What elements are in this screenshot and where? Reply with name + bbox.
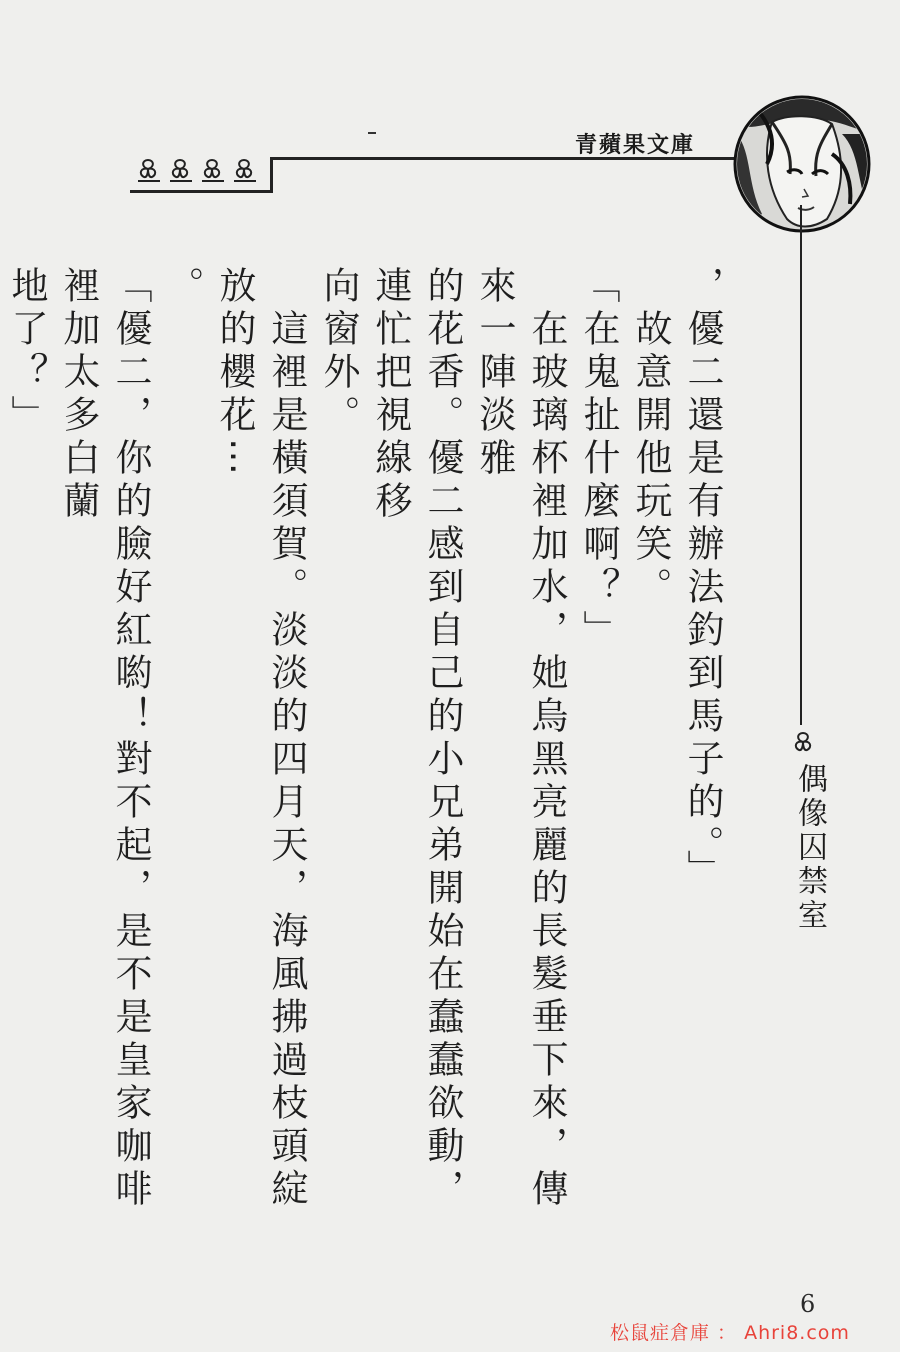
text-line: ，優二還是有辦法釣到馬子的。」 <box>681 266 724 893</box>
text-line: 這裡是橫須賀。淡淡的四月天，海風拂過枝頭綻放的櫻花⋯ <box>213 266 308 1212</box>
text-line: 。 <box>161 266 204 309</box>
text-line: 「優二，你的臉好紅喲！對不起，是不是皇家咖啡裡加太多白蘭 <box>57 266 152 1212</box>
flower-ornament-icon <box>788 730 818 760</box>
flower-ornament-icon <box>134 154 264 188</box>
page-number: 6 <box>800 1290 816 1318</box>
text-line: 向窗外。 <box>317 266 360 438</box>
portrait-vignette-icon <box>732 94 872 238</box>
text-line: 的花香。優二感到自己的小兄弟開始在蠢蠢欲動，連忙把視線移 <box>369 266 464 1212</box>
header-rule-vertical <box>270 157 273 193</box>
text-line: 故意開他玩笑。 <box>629 266 672 610</box>
body-text <box>0 266 728 1236</box>
text-line: 地了？」 <box>5 266 48 438</box>
header-rule-bottom <box>130 190 273 193</box>
book-title: 偶像囚禁室 <box>792 763 827 933</box>
text-line: 在玻璃杯裡加水，她烏黑亮麗的長髮垂下來，傳來一陣淡雅 <box>473 266 568 1212</box>
header-mark <box>368 132 376 134</box>
text-line: 「在鬼扯什麼啊？」 <box>577 266 620 653</box>
series-name: 青蘋果文庫 <box>575 133 696 158</box>
watermark: 松鼠症倉庫 ： Ahri8.com <box>610 1322 850 1344</box>
margin-rule <box>800 205 802 725</box>
